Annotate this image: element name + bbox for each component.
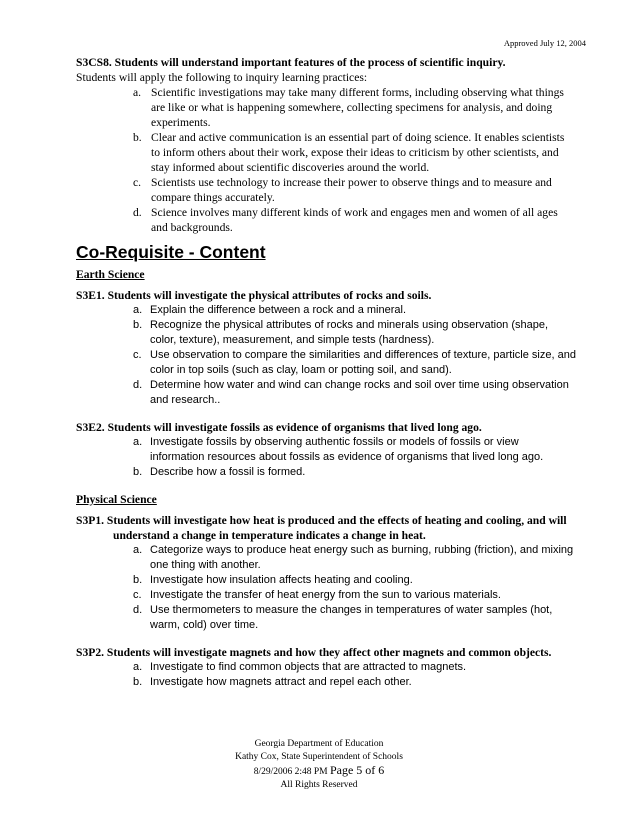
footer-rights: All Rights Reserved [280,780,358,790]
list-item: a. Investigate to find common objects that are attracted to magnets. [133,661,467,673]
standard-s3cs8-heading: S3CS8. Students will understand important features of the process of scientific inquiry. [76,56,506,69]
list-item: b. Clear and active communication is an essential part of doing science. It enables scientists to inform others about their work, expose their ideas to criticism by other scientists, and stay informed about scientific discoveries around the world. [133,131,565,174]
list-item: c. Investigate the transfer of heat energy from the sun to various materials. [133,589,501,601]
standard-s3cs8-intro: Students will apply the following to inquiry learning practices: [76,71,368,84]
list-item: d. Use thermometers to measure the changes in temperatures of water samples (hot, warm, cold) over time. [133,604,553,631]
standard-s3e1-heading: S3E1. Students will investigate the physical attributes of rocks and soils. [76,289,432,302]
list-item: d. Science involves many different kinds of work and engages men and women of all ages and backgrounds. [133,206,558,234]
standard-s3e2-heading: S3E2. Students will investigate fossils as evidence of organisms that lived long ago. [76,421,482,434]
standard-s3e2-list [76,435,576,480]
footer-date: 8/29/2006 2:48 PM [253,767,328,777]
standard-s3p2-heading: S3P2. Students will investigate magnets and how they affect other magnets and common objects. [76,646,552,659]
list-item: a. Explain the difference between a rock and a mineral. [133,304,407,316]
corequisite-title: Co-Requisite - Content [76,242,266,262]
footer-superintendent: Kathy Cox, State Superintendent of Schools [235,752,403,762]
approved-date: Approved July 12, 2004 [503,38,586,48]
standard-s3p1-heading: S3P1. Students will investigate how heat is produced and the effects of heating and cooling, and will understand a change in temperature indicates a change in heat. [76,514,567,542]
list-item: c. Scientists use technology to increase their power to observe things and to measure and compare things accurately. [133,176,552,204]
content-body [76,55,576,690]
list-item: b. Investigate how insulation affects heating and cooling. [133,574,413,586]
list-item: b. Recognize the physical attributes of rocks and minerals using observation (shape, color, texture), measurement, and simple tests (hardness). [133,319,549,346]
page-footer [0,738,638,792]
list-item: b. Investigate how magnets attract and repel each other. [133,676,412,688]
physical-science-title: Physical Science [76,493,157,506]
earth-science-title: Earth Science [76,268,145,281]
standard-s3p1-list [76,543,576,633]
footer-date-page [0,764,638,779]
footer-department: Georgia Department of Education [254,739,384,749]
standard-s3p2-list [76,660,576,690]
list-item: c. Use observation to compare the similarities and differences of texture, particle size, and color in top soils (such as clay, loam or potting soil, and sand). [133,349,576,376]
list-item: d. Determine how water and wind can change rocks and soil over time using observation and research.. [133,379,569,406]
footer-page-number: Page 5 of 6 [329,763,385,777]
list-item: a. Investigate fossils by observing authentic fossils or models of fossils or view information resources about fossils as evidence of organisms that lived long ago. [133,436,544,463]
list-item: a. Scientific investigations may take many different forms, including observing what things are like or what is happening somewhere, collecting specimens for analysis, and doing experiments. [133,86,564,129]
standard-s3cs8-list [76,85,576,235]
standard-s3e1-list [76,303,576,408]
list-item: b. Describe how a fossil is formed. [133,466,306,478]
list-item: a. Categorize ways to produce heat energy such as burning, rubbing (friction), and mixing one thing with another. [133,544,574,571]
